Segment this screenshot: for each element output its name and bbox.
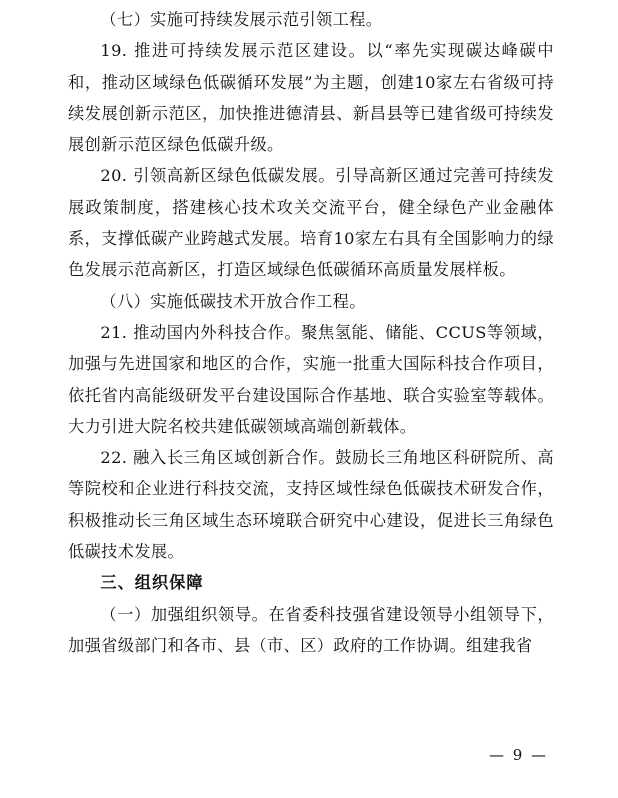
item-lead: 22. 融入长三角区域创新合作。: [100, 448, 336, 468]
page-number: [489, 746, 548, 764]
item-lead: 19. 推进可持续发展示范区建设。: [100, 41, 367, 61]
heading-text: （七）实施可持续发展示范引领工程。: [100, 10, 383, 29]
item-body: 聚焦氢能、储能、CCUS等领域，加强与先进国家和地区的合作，实施一批重大国际科技合作项目，依托省内高能级研发平台建设国际合作基地、联合实验室等载体。大力引进大院名校共建低碳领域高端创新载体。: [68, 322, 554, 436]
item-lead: 21. 推动国内外科技合作。: [100, 322, 302, 342]
subsection-heading-7: [68, 4, 554, 35]
page-number-dash-left: —: [489, 746, 506, 764]
item-body: 以“率先实现碳达峰碳中和，推动区域绿色低碳循环发展”为主题，创建10家左右省级可持续发展创新示范区，加快推进德清县、新昌县等已建省级可持续发展创新示范区绿色低碳升级。: [68, 41, 554, 155]
paragraph-item-19: [68, 35, 554, 160]
paragraph-item-organization: [68, 599, 554, 662]
paragraph-item-21: [68, 317, 554, 442]
paragraph-item-20: [68, 160, 554, 285]
section-heading-3: [68, 567, 554, 598]
item-lead: 20. 引领高新区绿色低碳发展。: [100, 166, 336, 186]
page-number-value: 9: [512, 746, 525, 764]
item-lead: （一）加强组织领导。: [100, 604, 269, 624]
section-title: 三、组织保障: [100, 573, 204, 593]
page-number-dash-right: —: [531, 746, 549, 764]
heading-text: （八）实施低碳技术开放合作工程。: [100, 291, 366, 311]
subsection-heading-8: [68, 286, 554, 317]
item-body: 鼓励长三角地区科研院所、高等院校和企业进行科技交流，支持区域性绿色低碳技术研发合作，积极推动长三角区域生态环境联合研究中心建设，促进长三角绿色低碳技术发展。: [68, 448, 555, 562]
item-body: 在省委科技强省建设领导小组领导下，加强省级部门和各市、县（市、区）政府的工作协调。组建我省: [68, 604, 554, 655]
item-body: 引导高新区通过完善可持续发展政策制度，搭建核心技术攻关交流平台，健全绿色产业金融体系，支撑低碳产业跨越式发展。培育10家左右具有全国影响力的绿色发展示范高新区，打造区域绿色低碳循环高质量发展样板。: [68, 166, 555, 280]
paragraph-item-22: [68, 442, 554, 567]
document-body: [68, 4, 554, 661]
